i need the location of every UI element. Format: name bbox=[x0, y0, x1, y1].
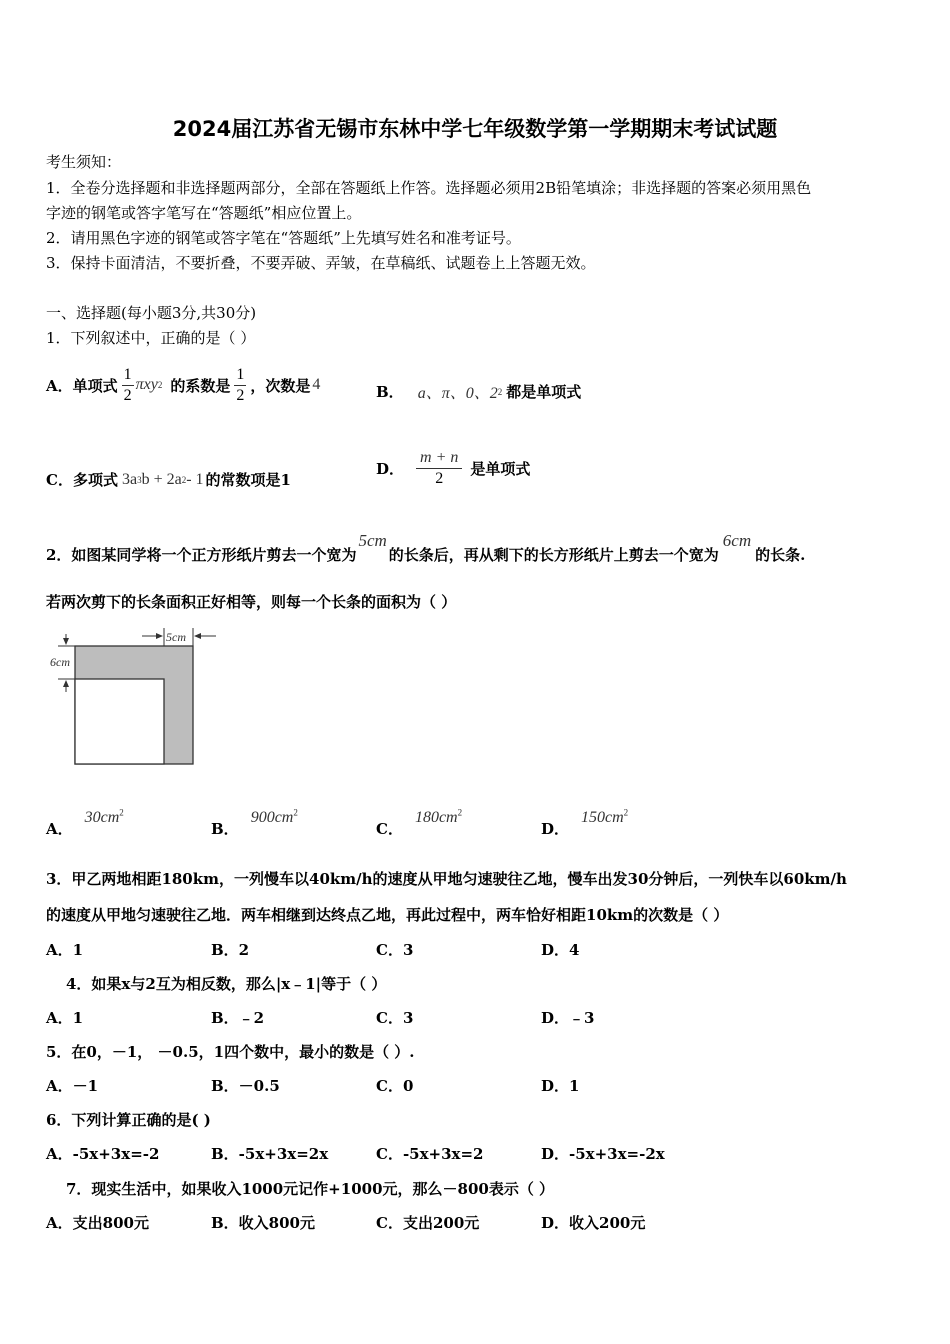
q2-a-label: A． bbox=[46, 820, 73, 838]
q2-b-label: B． bbox=[211, 820, 239, 838]
q2-width-2: 6cm bbox=[722, 531, 752, 550]
q3-option-a: A．1 bbox=[46, 941, 84, 959]
q6-stem: 6．下列计算正确的是( ) bbox=[46, 1111, 211, 1129]
q2-b-value: 900cm bbox=[250, 809, 294, 826]
q1-a-degree: 4 bbox=[312, 376, 321, 393]
q2-a-value: 30cm bbox=[84, 809, 120, 826]
q1-a-coef bbox=[234, 365, 246, 406]
q5-option-d: D．1 bbox=[541, 1077, 580, 1095]
q7-option-d: D．收入200元 bbox=[541, 1214, 646, 1232]
q1-b-exp: 2 bbox=[497, 386, 503, 397]
q1-a-mid: 的系数是 bbox=[170, 376, 231, 395]
q2-a-exp: 2 bbox=[119, 807, 124, 818]
q4-option-c: C．3 bbox=[376, 1009, 414, 1027]
q3-line-1: 3．甲乙两地相距180km，一列慢车以40km/h的速度从甲地匀速驶往乙地，慢车出发30分钟后，一列快车以60km/h bbox=[46, 870, 847, 888]
q2-width-1: 5cm bbox=[358, 531, 387, 550]
q1-c-math-3: - 1 bbox=[186, 470, 204, 488]
q1-a-label: A．单项式 bbox=[46, 376, 118, 395]
q4-option-b: B．﹣2 bbox=[211, 1009, 265, 1027]
q1-c-exp-1: 3 bbox=[137, 474, 142, 485]
q1-a-term: πxy bbox=[135, 376, 158, 393]
notice-line-1: 1．全卷分选择题和非选择题两部分，全部在答题纸上作答。选择题必须用2B铅笔填涂；非选择题的答案必须用黑色 bbox=[46, 179, 812, 197]
section-heading: 一、选择题(每小题3分,共30分) bbox=[46, 304, 257, 322]
q2-line-2: 若两次剪下的长条面积正好相等，则每一个长条的面积为（ ） bbox=[46, 593, 457, 611]
q7-option-a: A．支出800元 bbox=[46, 1214, 149, 1232]
q1-stem: 1．下列叙述中，正确的是（ ） bbox=[46, 329, 256, 347]
q1-d-frac-den: 2 bbox=[435, 469, 444, 487]
q4-stem: 4．如果x与2互为相反数，那么|x﹣1|等于（ ） bbox=[66, 975, 387, 993]
q5-option-a: A．－1 bbox=[46, 1077, 99, 1095]
arrowhead-right bbox=[156, 633, 163, 639]
notice-heading: 考生须知： bbox=[46, 153, 122, 171]
exam-title: 2024届江苏省无锡市东林中学七年级数学第一学期期末考试试题 bbox=[172, 117, 778, 141]
q2-option-b bbox=[211, 809, 298, 839]
q4-option-d: D．﹣3 bbox=[541, 1009, 595, 1027]
q6-option-a: A．-5x+3x=-2 bbox=[46, 1145, 160, 1163]
q2-option-c bbox=[376, 809, 462, 839]
q1-a-frac-den: 2 bbox=[123, 386, 132, 404]
q5-stem: 5．在0，－1， －0.5，1四个数中，最小的数是（ ）. bbox=[46, 1043, 415, 1061]
q6-option-b: B．-5x+3x=2x bbox=[211, 1145, 329, 1163]
q3-option-c: C．3 bbox=[376, 941, 414, 959]
notice-line-2: 2．请用黑色字迹的钢笔或答字笔在“答题纸”上先填写姓名和准考证号。 bbox=[46, 229, 521, 247]
q4-option-a: A．1 bbox=[46, 1009, 84, 1027]
fig-label-6cm: 6cm bbox=[50, 655, 70, 669]
q1-a-coef-num: 1 bbox=[234, 365, 246, 386]
q3-option-b: B．2 bbox=[211, 941, 250, 959]
q2-c-value: 180cm bbox=[414, 809, 458, 826]
q1-d-tail: 是单项式 bbox=[470, 459, 531, 478]
q1-a-fraction bbox=[122, 365, 134, 406]
q1-a-tail: ，次数是 bbox=[250, 376, 311, 395]
q2-text-2: 的长条后，再从剩下的长方形纸片上剪去一个宽为 bbox=[388, 546, 719, 564]
q2-option-a bbox=[46, 809, 124, 839]
q3-option-d: D．4 bbox=[541, 941, 580, 959]
q7-option-c: C．支出200元 bbox=[376, 1214, 480, 1232]
q7-stem: 7．现实生活中，如果收入1000元记作+1000元，那么－800表示（ ） bbox=[66, 1180, 555, 1198]
q1-option-a bbox=[46, 360, 320, 410]
q1-option-d bbox=[376, 444, 530, 492]
q1-d-frac-num: m + n bbox=[416, 448, 462, 469]
q1-c-label: C．多项式 bbox=[46, 471, 118, 489]
q5-option-b: B．－0.5 bbox=[211, 1077, 280, 1095]
remaining-rect bbox=[75, 679, 164, 764]
q2-c-label: C． bbox=[376, 820, 403, 838]
q2-d-label: D． bbox=[541, 820, 570, 838]
q1-c-exp-2: 2 bbox=[181, 474, 187, 485]
q6-option-d: D．-5x+3x=-2x bbox=[541, 1145, 665, 1163]
q1-b-label: B． bbox=[376, 383, 404, 401]
q1-option-b bbox=[376, 380, 581, 403]
q1-a-frac-num: 1 bbox=[122, 365, 134, 386]
q1-d-label: D． bbox=[376, 459, 405, 478]
q2-text-3: 的长条. bbox=[755, 546, 806, 564]
q2-line-1 bbox=[46, 525, 805, 565]
q1-option-c bbox=[46, 469, 291, 490]
fig-label-5cm: 5cm bbox=[166, 630, 186, 644]
q1-c-math-1: 3a bbox=[121, 470, 138, 488]
q2-d-value: 150cm bbox=[581, 809, 624, 826]
arrowhead-down bbox=[63, 638, 69, 645]
q7-option-b: B．收入800元 bbox=[211, 1214, 315, 1232]
q3-line-2: 的速度从甲地匀速驶往乙地．两车相继到达终点乙地，再此过程中，两车恰好相距10km的次数是（ ） bbox=[46, 906, 729, 924]
q5-option-c: C．0 bbox=[376, 1077, 414, 1095]
q2-text-1: 2．如图某同学将一个正方形纸片剪去一个宽为 bbox=[46, 546, 357, 564]
q1-a-exp: 2 bbox=[157, 380, 163, 390]
q2-b-exp: 2 bbox=[293, 807, 298, 818]
q1-a-coef-den: 2 bbox=[236, 386, 245, 404]
arrowhead-left bbox=[194, 633, 201, 639]
q2-d-exp: 2 bbox=[623, 807, 629, 818]
q6-option-c: C．-5x+3x=2 bbox=[376, 1145, 484, 1163]
q1-d-fraction bbox=[416, 448, 462, 489]
q2-option-d bbox=[541, 809, 628, 839]
q1-c-math-2: b + 2a bbox=[141, 470, 182, 488]
notice-line-1b: 字迹的钢笔或答字笔写在“答题纸”相应位置上。 bbox=[46, 204, 362, 222]
q1-b-tail: 都是单项式 bbox=[506, 383, 582, 401]
q2-c-exp: 2 bbox=[457, 807, 463, 818]
arrowhead-up bbox=[63, 680, 69, 687]
q1-c-tail: 的常数项是1 bbox=[205, 471, 291, 489]
q2-figure bbox=[46, 624, 226, 770]
q1-b-math: a、π、0、2 bbox=[417, 385, 498, 402]
notice-line-3: 3．保持卡面清洁，不要折叠，不要弄破、弄皱，在草稿纸、试题卷上上答题无效。 bbox=[46, 254, 596, 272]
